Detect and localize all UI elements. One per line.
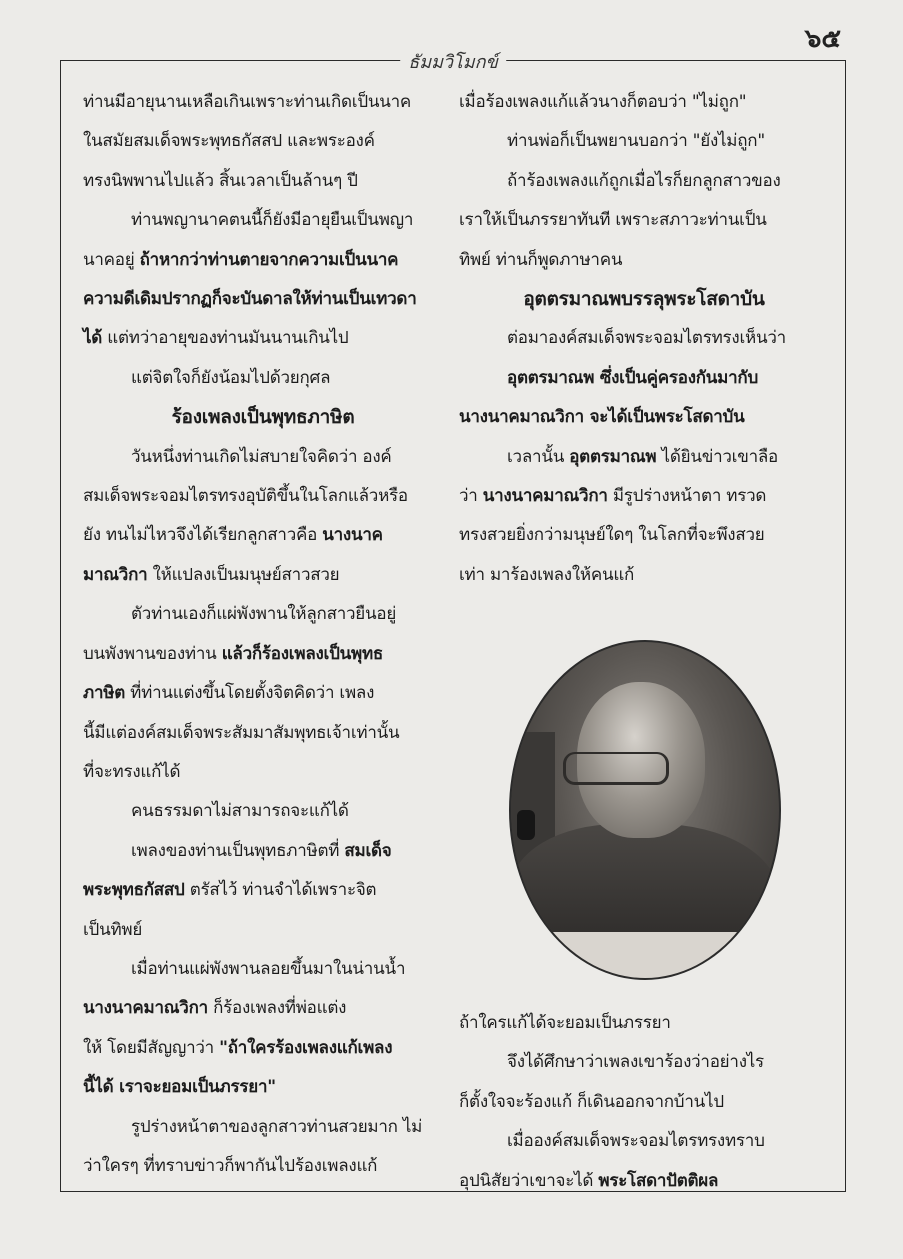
text-line: เมื่อองค์สมเด็จพระจอมไตรทรงทราบ xyxy=(507,1131,765,1152)
text-line: ท่านพ่อก็เป็นพยานบอกว่า "ยังไม่ถูก" xyxy=(507,131,765,152)
text-line: ว่า นางนาคมาณวิกา มีรูปร่างหน้าตา ทรวด xyxy=(459,486,767,507)
left-column xyxy=(83,83,443,1186)
text-line: เพลงของท่านเป็นพุทธภาษิตที่ สมเด็จ xyxy=(131,840,392,861)
text-line: ที่จะทรงแก้ได้ xyxy=(83,761,181,782)
text-line: เราให้เป็นภรรยาทันที เพราะสภาวะท่านเป็น xyxy=(459,210,767,231)
text-line: เท่า มาร้องเพลงให้คนแก้ xyxy=(459,564,635,585)
text-line: ทรงนิพพานไปแล้ว สิ้นเวลาเป็นล้านๆ ปี xyxy=(83,170,358,191)
text-line: นาคอยู่ ถ้าหากว่าท่านตายจากความเป็นนาค xyxy=(83,249,399,270)
text-line: ถ้าใครแก้ได้จะยอมเป็นภรรยา xyxy=(459,1013,671,1033)
text-line: ต่อมาองค์สมเด็จพระจอมไตรทรงเห็นว่า xyxy=(507,328,786,349)
text-line: ให้ โดยมีสัญญาว่า "ถ้าใครร้องเพลงแก้เพลง xyxy=(83,1037,393,1058)
text-line: เมื่อร้องเพลงแก้แล้วนางก็ตอบว่า "ไม่ถูก" xyxy=(459,92,747,112)
text-line: ภาษิต ที่ท่านแต่งขึ้นโดยตั้งจิตคิดว่า เพลง xyxy=(83,683,375,704)
text-line: บนพังพานของท่าน แล้วก็ร้องเพลงเป็นพุทธ xyxy=(83,643,384,664)
text-line: นางนาคมาณวิกา จะได้เป็นพระโสดาบัน xyxy=(459,407,745,428)
text-line: นี้ได้ เราจะยอมเป็นภรรยา" xyxy=(83,1077,276,1098)
text-line: เป็นทิพย์ xyxy=(83,919,143,940)
page-frame xyxy=(60,52,846,1192)
right-column xyxy=(459,83,829,595)
text-line: นางนาคมาณวิกา ก็ร้องเพลงที่พ่อแต่ง xyxy=(83,998,347,1019)
text-line: รูปร่างหน้าตาของลูกสาวท่านสวยมาก ไม่ xyxy=(131,1116,423,1137)
running-title: ธัมมวิโมกข์ xyxy=(400,47,506,76)
text-line: ท่านมีอายุนานเหลือเกินเพราะท่านเกิดเป็นนาค xyxy=(83,92,412,112)
section-heading: ร้องเพลงเป็นพุทธภาษิต xyxy=(171,406,355,429)
text-line: มาณวิกา ให้แปลงเป็นมนุษย์สาวสวย xyxy=(83,564,340,585)
text-line: แต่จิตใจก็ยังน้อมไปด้วยกุศล xyxy=(131,367,331,388)
text-line: ความดีเดิมปรากฏก็จะบันดาลให้ท่านเป็นเทวดา xyxy=(83,289,417,310)
photo-table-cloth xyxy=(511,932,779,980)
text-line: คนธรรมดาไม่สามารถจะแก้ได้ xyxy=(131,801,349,822)
text-line: จึงได้ศึกษาว่าเพลงเขาร้องว่าอย่างไร xyxy=(507,1052,764,1073)
right-column-lower xyxy=(459,1004,829,1201)
photo-glasses xyxy=(563,752,669,785)
text-line: ว่าใครๆ ที่ทราบข่าวก็พากันไปร้องเพลงแก้ xyxy=(83,1155,378,1176)
text-line: เมื่อท่านแผ่พังพานลอยขึ้นมาในน่านน้ำ xyxy=(131,958,406,979)
text-line: ได้ แต่ทว่าอายุของท่านมันนานเกินไป xyxy=(83,328,349,349)
text-line: เวลานั้น อุตตรมาณพ ได้ยินข่าวเขาลือ xyxy=(507,446,779,467)
text-line: ในสมัยสมเด็จพระพุทธกัสสป และพระองค์ xyxy=(83,131,375,152)
text-line: พระพุทธกัสสป ตรัสไว้ ท่านจำได้เพราะจิต xyxy=(83,880,377,901)
text-line: อุตตรมาณพ ซึ่งเป็นคู่ครองกันมากับ xyxy=(507,367,759,388)
text-line: อุปนิสัยว่าเขาจะได้ พระโสดาปัตติผล xyxy=(459,1170,719,1191)
microphone-icon xyxy=(517,810,535,840)
text-line: นี้มีแต่องค์สมเด็จพระสัมมาสัมพุทธเจ้าเท่านั้น xyxy=(83,722,400,743)
text-line: ถ้าร้องเพลงแก้ถูกเมื่อไรก็ยกลูกสาวของ xyxy=(507,170,781,191)
text-line: ยัง ทนไม่ไหวจึงได้เรียกลูกสาวคือ นางนาค xyxy=(83,525,383,546)
text-line: ก็ตั้งใจจะร้องแก้ ก็เดินออกจากบ้านไป xyxy=(459,1091,724,1112)
text-line: ทิพย์ ท่านก็พูดภาษาคน xyxy=(459,249,623,270)
text-line: ทรงสวยยิ่งกว่ามนุษย์ใดๆ ในโลกที่จะพึงสวย xyxy=(459,525,765,546)
page-number: ๖๕ xyxy=(804,24,841,54)
text-line: ท่านพญานาคตนนี้ก็ยังมีอายุยืนเป็นพญา xyxy=(131,210,414,231)
section-heading: อุตตรมาณพบรรลุพระโสดาบัน xyxy=(523,288,765,311)
text-line: ตัวท่านเองก็แผ่พังพานให้ลูกสาวยืนอยู่ xyxy=(131,604,397,625)
text-line: สมเด็จพระจอมไตรทรงอุบัติขึ้นในโลกแล้วหรือ xyxy=(83,486,408,507)
text-line: วันหนึ่งท่านเกิดไม่สบายใจคิดว่า องค์ xyxy=(131,446,392,467)
monk-portrait-photo xyxy=(509,640,781,980)
